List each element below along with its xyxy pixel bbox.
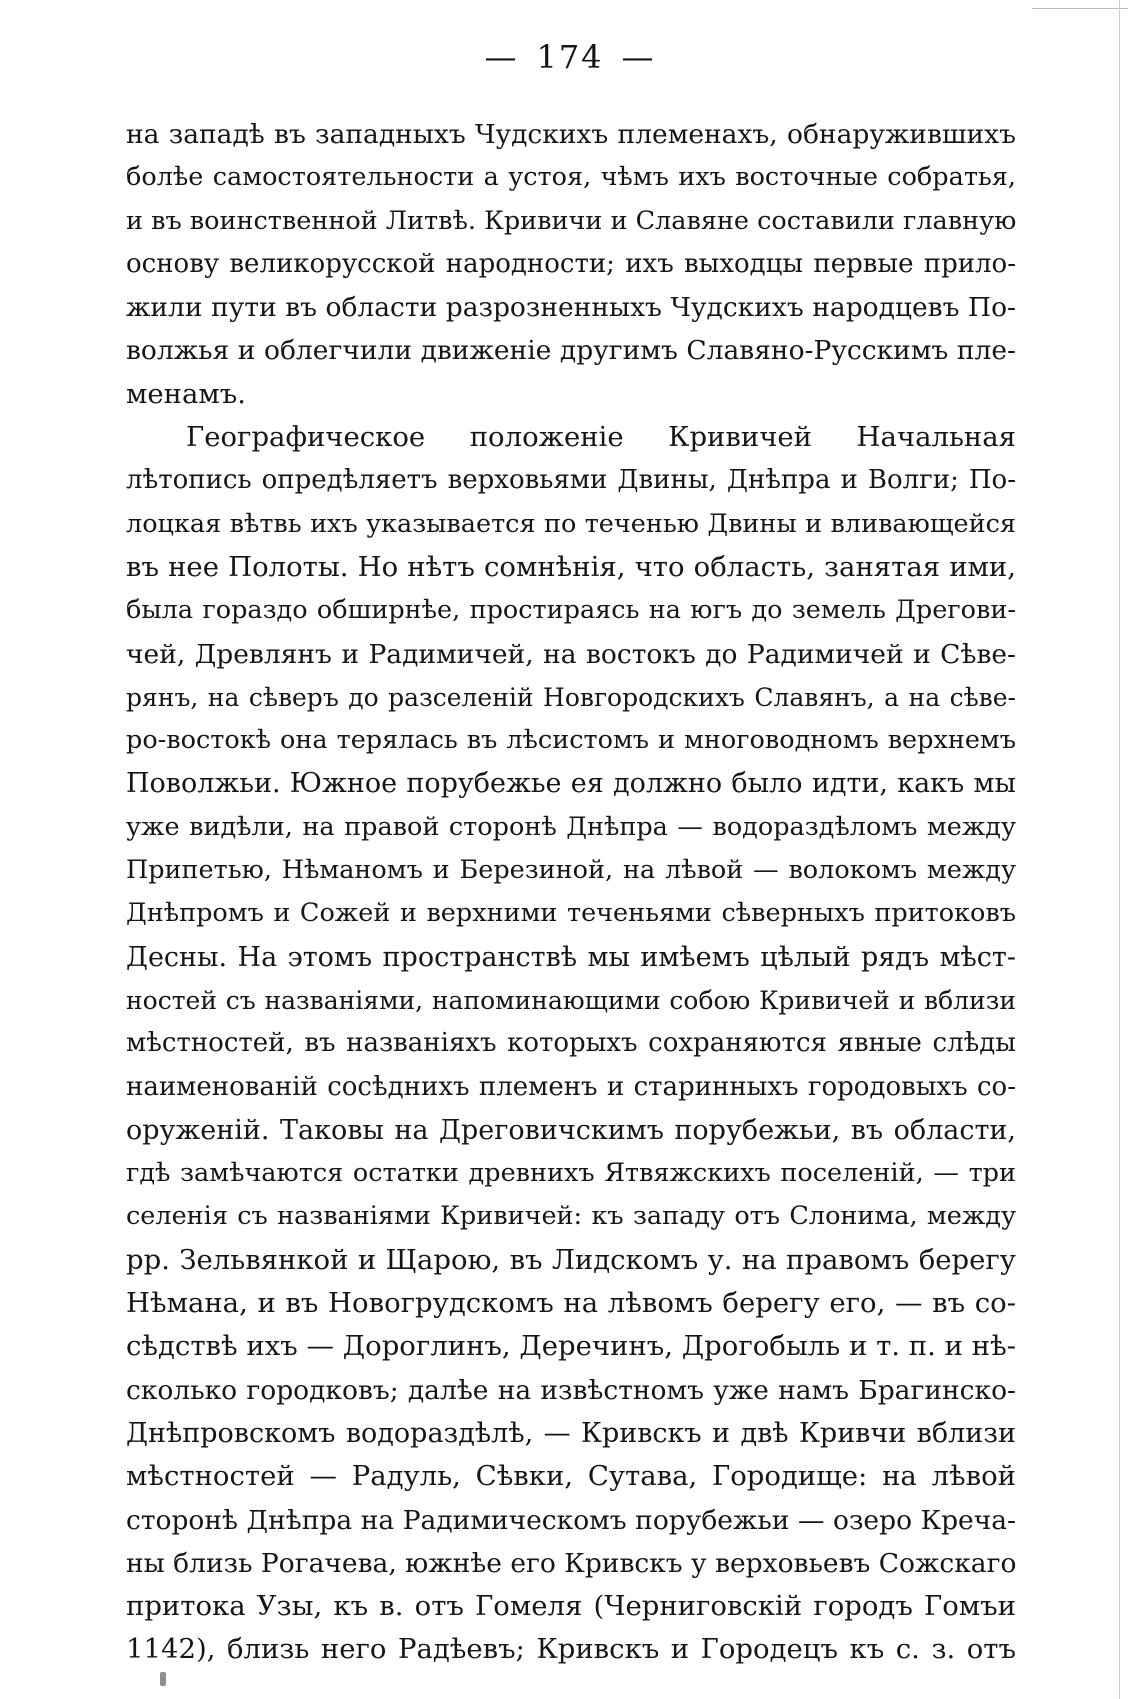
text-line: Нѣмана, и въ Новогрудскомъ на лѣвомъ берегу его, — въ со- [126,1287,1016,1320]
text-line: ны близь Рогачева, южнѣе его Кривскъ у верховьевъ Сожскаго [126,1547,1017,1579]
text-line: менамъ. [126,377,247,410]
ink-smudge [160,1672,166,1686]
text-line: гдѣ замѣчаются остатки древнихъ Ятвяжскихъ поселеній, — три [126,1158,1016,1189]
text-line: болѣе самостоятельности а устоя, чѣмъ ихъ восточные собратья, [126,162,1016,193]
page-number-dash-left: — [484,38,519,76]
text-line: Припетью, Нѣманомъ и Березиной, на лѣвой — волокомъ между [126,855,1016,886]
page-number-header [0,38,1140,76]
text-line: Днѣпровскомъ водораздѣлѣ, — Кривскъ и двѣ Кривчи вблизи [126,1417,1016,1449]
text-line: жили пути въ области разрозненныхъ Чудскихъ народцевъ По- [126,292,1016,324]
text-line: рр. Зельвянкой и Щарою, въ Лидскомъ у. на правомъ берегу [126,1243,1016,1276]
text-line: наименованій сосѣднихъ племенъ и старинныхъ городовыхъ со- [126,1071,1016,1102]
text-line: сторонѣ Днѣпра на Радимическомъ порубежьи — озеро Креча- [126,1504,1016,1536]
text-line: притока Узы, къ в. отъ Гомеля (Черниговскій городъ Гомъи [126,1590,1016,1623]
text-line: ностей съ названіями, напоминающими собою Кривичей и вблизи [126,985,1016,1015]
text-line: Десны. На этомъ пространствѣ мы имѣемъ цѣлый рядъ мѣст- [126,941,1016,973]
page-number-dash-right: — [621,38,656,76]
text-line: чей, Древлянъ и Радимичей, на востокъ до Радимичей и Сѣве- [126,638,1016,670]
paragraph-2 [126,416,1016,1672]
text-line: 1142), близь него Радѣевъ; Кривскъ и Городецъ къ с. з. отъ [126,1633,1016,1666]
paragraph-1 [126,113,1016,416]
text-line: селенія съ названіями Кривичей: къ западу отъ Слонима, между [126,1201,1016,1232]
text-line: въ нее Полоты. Но нѣтъ сомнѣнія, что область, занятая ими, [126,550,1016,583]
page-number: 174 [536,38,604,76]
text-line: лоцкая вѣтвь ихъ указывается по теченью Двины и вливающейся [126,508,1016,539]
page-edge-line [1119,0,1120,1699]
text-line: рянъ, на сѣверъ до разселеній Новгородскихъ Славянъ, а на сѣве- [126,682,1016,712]
text-line: была гораздо обширнѣе, простираясь на югъ до земель Дрегови- [126,595,1016,626]
text-line: мѣстностей — Радуль, Сѣвки, Сутава, Городище: на лѣвой [126,1460,1016,1493]
text-line: мѣстностей, въ названіяхъ которыхъ сохраняются явные слѣды [126,1028,1016,1059]
body-text [126,113,1016,1672]
text-line: ро-востокѣ она терялась въ лѣсистомъ и многоводномъ верхнемъ [126,725,1016,756]
text-line: сѣдствѣ ихъ — Дороглинъ, Деречинъ, Дрогобыль и т. п. и нѣ- [126,1330,1016,1363]
text-line: уже видѣли, на правой сторонѣ Днѣпра — водораздѣломъ между [126,811,1016,842]
text-line: Поволжьи. Южное порубежье ея должно было идти, какъ мы [126,768,1016,800]
page-edge-top-line [1032,8,1128,9]
text-line: сколько городковъ; далѣе на извѣстномъ уже намъ Брагинско- [126,1374,1016,1406]
text-line: лѣтопись опредѣляетъ верховьями Двины, Днѣпра и Волги; По- [126,465,1016,496]
text-line: и въ воинственной Литвѣ. Кривичи и Славяне составили главную [126,205,1017,236]
text-line: волжья и облегчили движеніе другимъ Славяно-Русскимъ пле- [126,335,1016,367]
text-line: Географическое положеніе Кривичей Начальная [186,421,1016,454]
text-line: Днѣпромъ и Сожей и верхними теченьями сѣверныхъ притоковъ [126,898,1016,929]
text-line: на западѣ въ западныхъ Чудскихъ племенахъ, обнаружившихъ [126,119,1016,150]
text-line: оруженій. Таковы на Дреговичскимъ порубежьи, въ области, [126,1114,1016,1146]
text-line: основу великорусской народности; ихъ выходцы первые прило- [126,248,1016,279]
